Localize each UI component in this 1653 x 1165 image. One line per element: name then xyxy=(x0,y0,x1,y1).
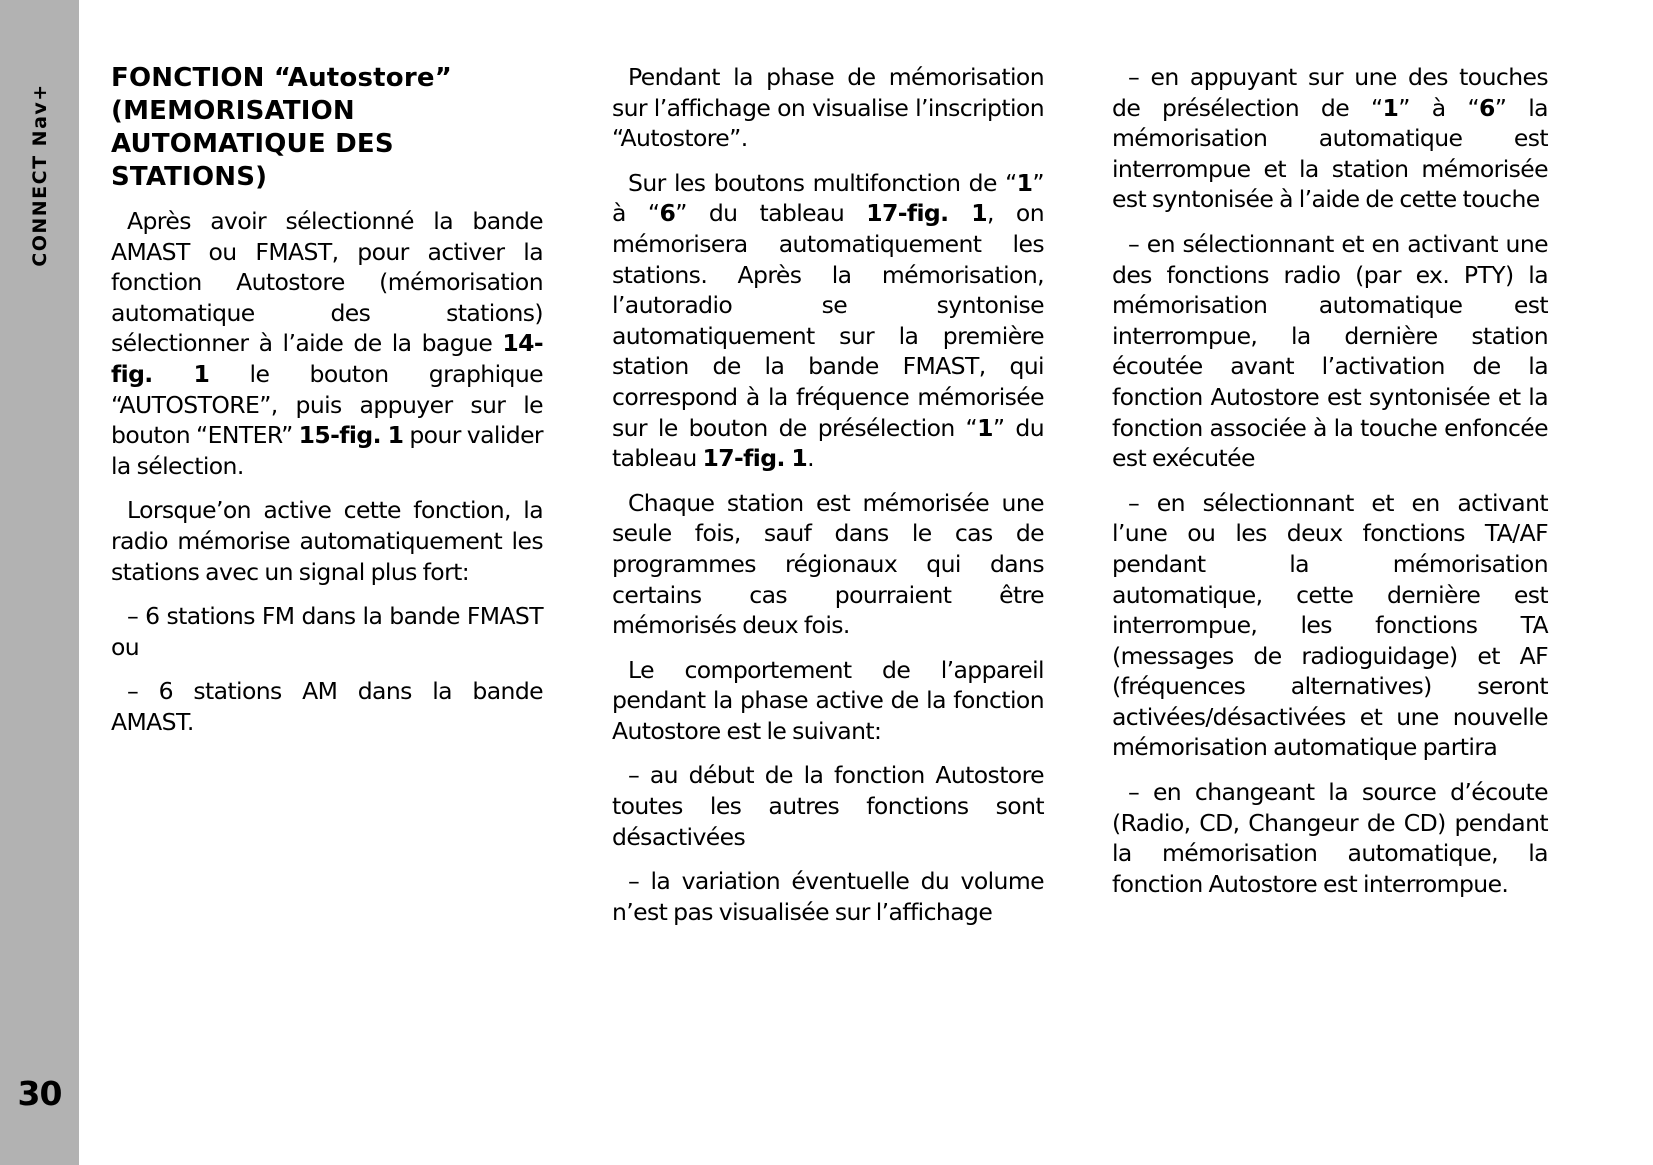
text-run: – en appuyant sur une des touches de présélection de “ xyxy=(1112,63,1548,122)
bold-reference: 1 xyxy=(1382,93,1399,122)
side-tab xyxy=(0,0,79,1165)
bold-reference: 14-fig. 1 xyxy=(111,329,543,388)
text-run: ” la mémorisation automatique est interrompue et la station mémorisée est syntonisée à l’aide de cette touche xyxy=(1112,93,1548,214)
text-run: ” à “ xyxy=(1398,93,1480,122)
list-item-ta-af-interrupt: – en sélectionnant et en activant l’une ou les deux fonctions TA/AF pendant la mémorisation automatique, cette dernière est interrompue, les fonctions TA (messages de radioguidage) et AF (fréquences alternatives) seront activées/désactivées et une nouvelle mémorisation automatique partira xyxy=(1112,488,1548,762)
paragraph-preset-buttons xyxy=(612,168,1044,474)
paragraph-display-info: Pendant la phase de mémorisation sur l’affichage on visualise l’inscription “Autostore”. xyxy=(612,63,1044,153)
list-item-am-stations: – 6 stations AM dans la bande AMAST. xyxy=(111,677,543,736)
list-item-functions-disabled: – au début de la fonction Autostore toutes les autres fonctions sont désactivées xyxy=(612,761,1044,851)
paragraph-activation xyxy=(111,206,543,481)
text-column-2 xyxy=(612,62,1044,941)
section-heading: FONCTION “Autostore” (MEMORISATION AUTOMATIQUE DES STATIONS) xyxy=(111,63,452,192)
bold-reference: 17-fig. 1 xyxy=(702,444,808,473)
text-run: pour valider la sélection. xyxy=(111,421,543,480)
bold-reference: 6 xyxy=(659,199,676,228)
list-item-source-change-interrupt: – en changeant la source d’écoute (Radio, CD, Changeur de CD) pendant la mémorisation automatique, la fonction Autostore est interrompue. xyxy=(1112,778,1548,898)
text-run: ” du tableau xyxy=(675,199,867,228)
paragraph-single-storage: Chaque station est mémorisée une seule fois, sauf dans le cas de programmes régionaux qui dans certains cas pourraient être mémorisés deux fois. xyxy=(612,488,1044,640)
text-run: . xyxy=(807,444,814,473)
list-item-radio-function-interrupt: – en sélectionnant et en activant une des fonctions radio (par ex. PTY) la mémorisation automatique est interrompue, la dernière station écoutée avant l’activation de la fonction Autostore est syntonisée et la fonction associée à la touche enfoncée est exécutée xyxy=(1112,229,1548,473)
list-item-preset-interrupt xyxy=(1112,62,1548,215)
text-column-3 xyxy=(1112,62,1548,913)
paragraph-function-description: Lorsque’on active cette fonction, la radio mémorise automatiquement les stations avec un signal plus fort: xyxy=(111,496,543,586)
bold-reference: 6 xyxy=(1479,93,1495,122)
text-run: le bouton graphique “AUTOSTORE”, puis appuyer sur le bouton “ENTER” xyxy=(111,359,543,450)
text-run: ” du tableau xyxy=(612,413,1045,473)
page-number: 30 xyxy=(17,1074,62,1113)
bold-reference: 17-fig. 1 xyxy=(866,199,987,228)
text-run: Après avoir sélectionné la bande AMAST ou FMAST, pour activer la fonction Autostore (mémorisation automatique des stations) sélectionner à l’aide de la bague xyxy=(111,207,543,358)
bold-reference: 1 xyxy=(1016,168,1033,197)
bold-reference: 15-fig. 1 xyxy=(298,421,404,450)
list-item-volume-variation: – la variation éventuelle du volume n’est pas visualisée sur l’affichage xyxy=(612,867,1044,926)
section-title-vertical: CONNECT Nav+ xyxy=(29,83,51,267)
bold-reference: 1 xyxy=(977,413,993,442)
list-item-fm-stations: – 6 stations FM dans la bande FMAST ou xyxy=(111,602,543,661)
text-run: Sur les boutons multifonction de “ xyxy=(628,168,1017,197)
text-run: ” à “ xyxy=(612,168,1044,228)
text-run: , on mémorisera automatiquement les stations. Après la mémorisation, l’autoradio se syntonise automatiquement sur la première station de la bande FMAST, qui correspond à la fréquence mémorisée sur le bouton de présélection “ xyxy=(612,199,1044,442)
paragraph-behaviour-intro: Le comportement de l’appareil pendant la phase active de la fonction Autostore est le suivant: xyxy=(612,655,1044,745)
text-column-1 xyxy=(111,62,543,752)
